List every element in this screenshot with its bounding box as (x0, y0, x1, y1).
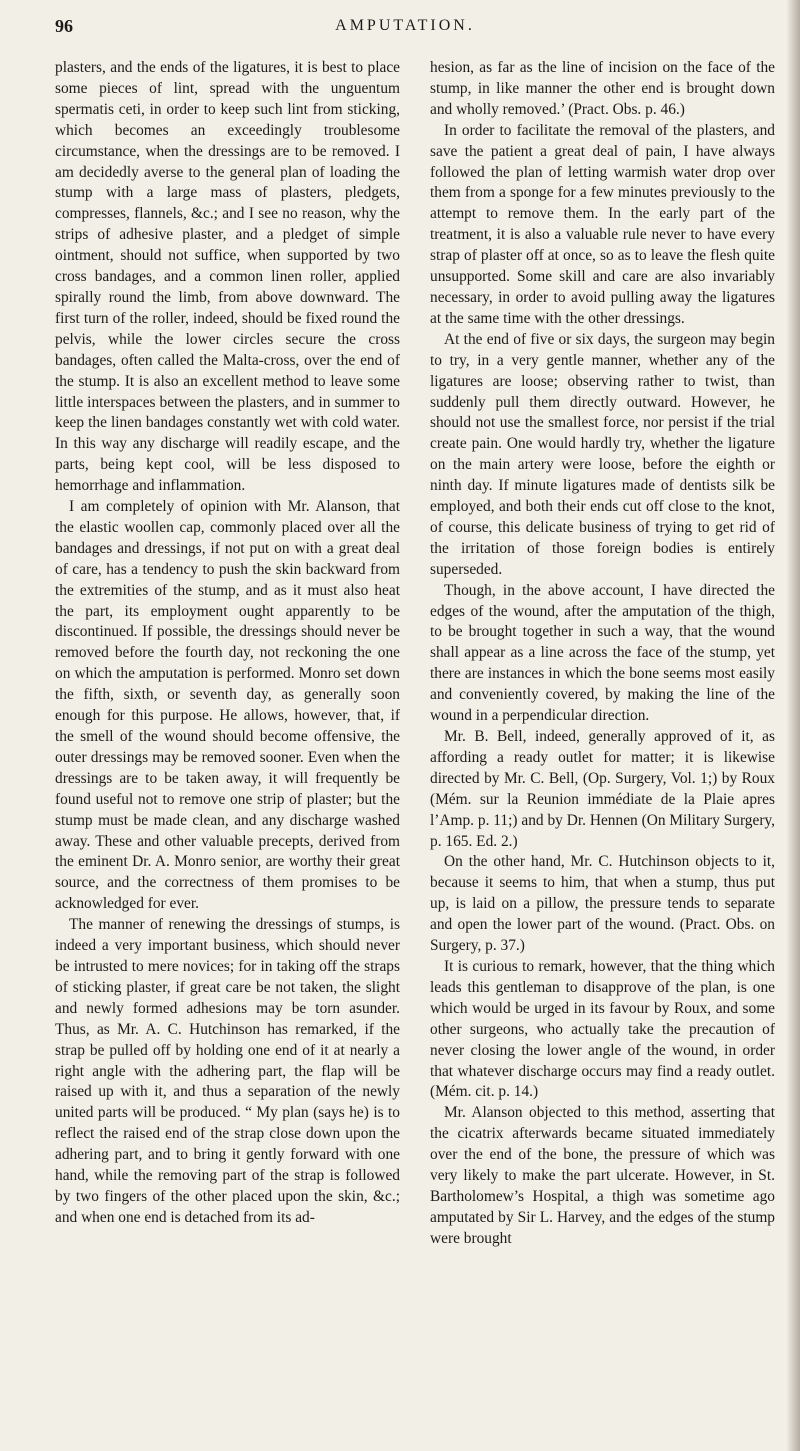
paragraph: hesion, as far as the line of incision on the face of the stump, in like manner the other end is brought down and wholly removed.’ (Pract. Obs. p. 46.) (430, 59, 775, 118)
paragraph: At the end of five or six days, the surgeon may begin to try, in a very gentle manner, whether any of the ligatures are loose; observing rather to twist, than suddenly pull them directly outward. However, he should not use the smallest force, nor persist if the trial create pain. One would hardly try, whether the ligature on the main artery were loose, before the eighth or ninth day. If minute ligatures made of dentists silk be employed, and both their ends cut off close to the knot, of course, this delicate business of trying to get rid of the irritation of those foreign bodies is entirely superseded. (430, 330, 775, 578)
left-column (55, 58, 400, 1438)
paragraph: In order to facilitate the removal of the plasters, and save the patient a great deal of pain, I have always followed the plan of letting warmish water drop over them from a sponge for a few minutes previously to the attempt to remove them. In the early part of the treatment, it is also a valuable rule never to have every strap of plaster off at once, so as to leave the flesh quite unsupported. Some skill and care are also invariably necessary, in order to avoid pulling away the ligatures at the same time with the other dressings. (430, 121, 775, 327)
right-column (430, 58, 775, 1438)
running-head: AMPUTATION. (335, 17, 475, 34)
paragraph: Though, in the above account, I have directed the edges of the wound, after the amputation of the thigh, to be brought together in such a way, that the wound shall appear as a line across the face of the stump, yet there are instances in which the bone seems most easily and conveniently covered, by making the line of the wound in a perpendicular direction. (430, 581, 775, 725)
paragraph: The manner of renewing the dressings of stumps, is indeed a very important business, which should never be intrusted to mere novices; for in taking off the straps of sticking plaster, if great care be not taken, the slight and newly formed adhesions may be torn asunder. Thus, as Mr. A. C. Hutchinson has remarked, if the strap be pulled off by holding one end of it at nearly a right angle with the adhering part, the flap will be raised up with it, and thus a separation of the newly united parts will be produced. “ My plan (says he) is to reflect the raised end of the strap close down upon the adhering part, and to bring it gently forward with one hand, while the removing part of the strap is followed by two fingers of the other placed upon the skin, &c.; and when one end is detached from its ad- (55, 916, 400, 1226)
page-edge-shadow (786, 0, 800, 1451)
page-header (55, 16, 755, 52)
paragraph: On the other hand, Mr. C. Hutchinson objects to it, because it seems to him, that when a stump, thus put up, is laid on a pillow, the pressure tends to separate and open the lower part of the wound. (Pract. Obs. on Surgery, p. 37.) (430, 853, 775, 955)
paragraph: It is curious to remark, however, that the thing which leads this gentleman to disapprove of the plan, is one which would be urged in its favour by Roux, and some other surgeons, who actually take the precaution of never closing the lower angle of the wound, in order that whatever discharge occurs may find a ready outlet. (Mém. cit. p. 14.) (430, 957, 775, 1101)
text-columns (55, 58, 775, 1438)
paragraph: Mr. B. Bell, indeed, generally approved of it, as affording a ready outlet for matter; it is likewise directed by Mr. C. Bell, (Op. Surgery, Vol. 1;) by Roux (Mém. sur la Reunion immédiate de la Plaie apres l’Amp. p. 11;) and by Dr. Hennen (On Military Surgery, p. 165. Ed. 2.) (430, 728, 775, 850)
paragraph: I am completely of opinion with Mr. Alanson, that the elastic woollen cap, commonly placed over all the bandages and dressings, if not put on with a great deal of care, has a tendency to push the skin backward from the extremities of the stump, and as it must also heat the part, its employment ought apparently to be discontinued. If possible, the dressings should never be removed before the fourth day, not reckoning the one on which the amputation is performed. Monro set down the fifth, sixth, or seventh day, as generally soon enough for this purpose. He allows, however, that, if the smell of the wound should become offensive, the outer dressings may be removed sooner. Even when the dressings are to be taken away, it will frequently be found useful not to remove one strip of plaster; but the stump must be made clean, and any discharge washed away. These and other valuable precepts, derived from the eminent Dr. A. Monro senior, are worthy their great source, and the correctness of them promises to be acknowledged for ever. (55, 498, 400, 913)
page-number: 96 (55, 16, 73, 36)
paragraph: plasters, and the ends of the ligatures, it is best to place some pieces of lint, spread with the unguentum spermatis ceti, in order to keep such lint from sticking, which becomes an exceedingly troublesome circumstance, when the dressings are to be removed. I am decidedly averse to the general plan of loading the stump with a large mass of plasters, pledgets, compresses, flannels, &c.; and I see no reason, why the strips of adhesive plaster, and a pledget of simple ointment, should not suffice, when supported by two cross bandages, and a common linen roller, applied spirally round the limb, from above downward. The first turn of the roller, indeed, should be fixed round the pelvis, while the lower circles secure the cross bandages, often called the Malta-cross, over the end of the stump. It is also an excellent method to leave some little interspaces between the plasters, and in summer to keep the linen bandages constantly wet with cold water. In this way any discharge will readily escape, and the parts, being kept cool, will be less disposed to hemorrhage and inflammation. (55, 59, 400, 495)
paragraph: Mr. Alanson objected to this method, asserting that the cicatrix afterwards became situated immediately over the end of the bone, the pressure of which was very likely to make the part ulcerate. However, in St. Bartholomew’s Hospital, a thigh was sometime ago amputated by Sir L. Harvey, and the edges of the stump were brought (430, 1104, 775, 1247)
